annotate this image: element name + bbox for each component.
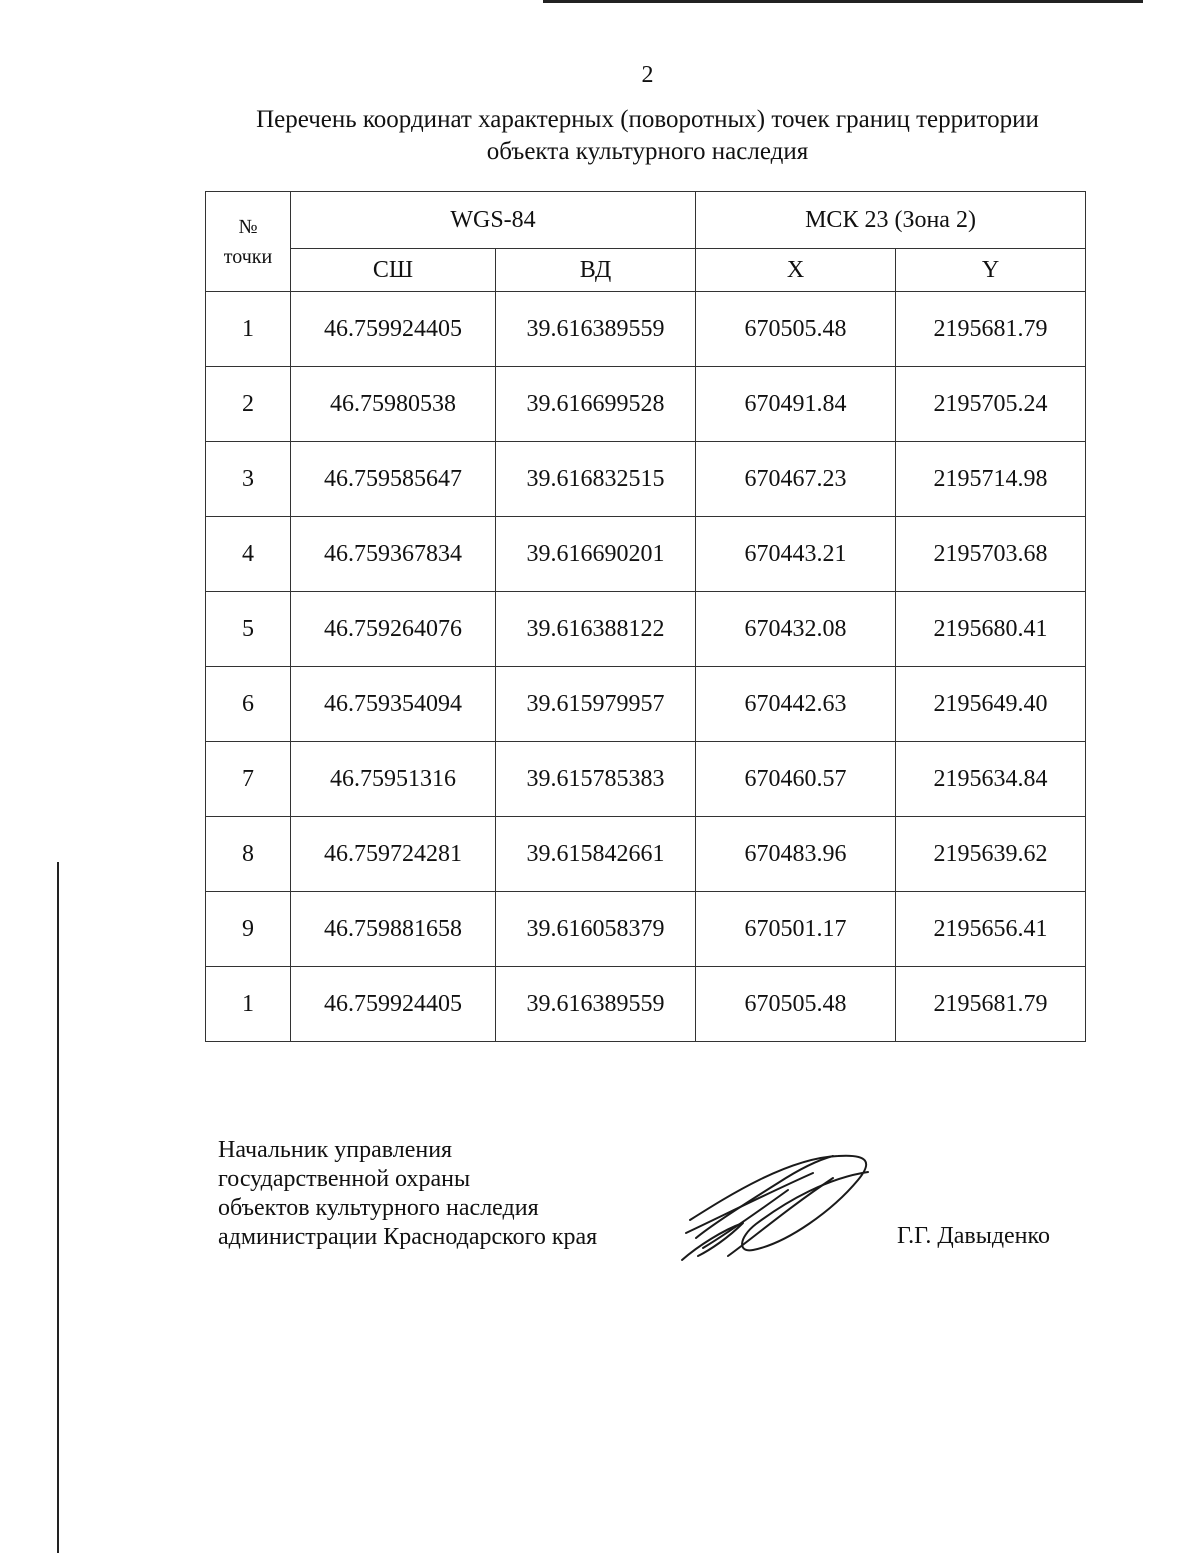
- header-y: Y: [896, 249, 1086, 292]
- position-line-3: объектов культурного наследия: [218, 1195, 539, 1221]
- table-row: [206, 292, 1086, 367]
- handwritten-signature: [668, 1138, 888, 1268]
- cell-longitude: 39.616699528: [496, 367, 696, 442]
- page-number: 2: [641, 62, 654, 88]
- cell-longitude: 39.616832515: [496, 442, 696, 517]
- header-point-line-1: №: [238, 215, 258, 238]
- cell-point-number: 3: [206, 442, 291, 517]
- title-line-2: объекта культурного наследия: [486, 138, 809, 165]
- cell-longitude: 39.616690201: [496, 517, 696, 592]
- cell-y: 2195681.79: [896, 967, 1086, 1042]
- cell-x: 670432.08: [696, 592, 896, 667]
- cell-x: 670443.21: [696, 517, 896, 592]
- cell-latitude: 46.75980538: [291, 367, 496, 442]
- title-line-1: Перечень координат характерных (поворотных) точек границ территории: [256, 106, 1039, 133]
- cell-latitude: 46.759881658: [291, 892, 496, 967]
- cell-longitude: 39.616389559: [496, 292, 696, 367]
- cell-point-number: 5: [206, 592, 291, 667]
- cell-point-number: 7: [206, 742, 291, 817]
- cell-x: 670483.96: [696, 817, 896, 892]
- cell-point-number: 2: [206, 367, 291, 442]
- cell-y: 2195649.40: [896, 667, 1086, 742]
- table-row: [206, 517, 1086, 592]
- signer-position: [218, 1136, 597, 1252]
- cell-y: 2195714.98: [896, 442, 1086, 517]
- cell-longitude: 39.616389559: [496, 967, 696, 1042]
- header-wgs84: WGS-84: [291, 192, 696, 249]
- signer-name: Г.Г. Давыденко: [897, 1223, 1050, 1249]
- cell-longitude: 39.616388122: [496, 592, 696, 667]
- table-row: [206, 742, 1086, 817]
- table-row: [206, 442, 1086, 517]
- cell-latitude: 46.75951316: [291, 742, 496, 817]
- header-point-number: [206, 192, 291, 292]
- table-row: [206, 667, 1086, 742]
- cell-y: 2195681.79: [896, 292, 1086, 367]
- cell-y: 2195656.41: [896, 892, 1086, 967]
- table-row: [206, 592, 1086, 667]
- top-rule: [543, 0, 1143, 3]
- cell-latitude: 46.759924405: [291, 967, 496, 1042]
- position-line-1: Начальник управления: [218, 1137, 453, 1163]
- table-row: [206, 967, 1086, 1042]
- margin-line: [57, 862, 59, 1553]
- cell-y: 2195703.68: [896, 517, 1086, 592]
- cell-point-number: 4: [206, 517, 291, 592]
- document-title: [160, 104, 1135, 168]
- cell-point-number: 9: [206, 892, 291, 967]
- cell-longitude: 39.616058379: [496, 892, 696, 967]
- cell-point-number: 1: [206, 967, 291, 1042]
- cell-x: 670491.84: [696, 367, 896, 442]
- cell-longitude: 39.615842661: [496, 817, 696, 892]
- cell-latitude: 46.759924405: [291, 292, 496, 367]
- cell-y: 2195639.62: [896, 817, 1086, 892]
- table-row: [206, 817, 1086, 892]
- cell-point-number: 1: [206, 292, 291, 367]
- cell-latitude: 46.759585647: [291, 442, 496, 517]
- cell-x: 670460.57: [696, 742, 896, 817]
- cell-x: 670505.48: [696, 967, 896, 1042]
- cell-x: 670442.63: [696, 667, 896, 742]
- header-x: X: [696, 249, 896, 292]
- cell-latitude: 46.759724281: [291, 817, 496, 892]
- header-point-line-2: точки: [223, 245, 273, 268]
- cell-longitude: 39.615785383: [496, 742, 696, 817]
- cell-y: 2195634.84: [896, 742, 1086, 817]
- coordinates-table: [205, 191, 1086, 1042]
- position-line-4: администрации Краснодарского края: [218, 1224, 598, 1250]
- header-msk23: МСК 23 (Зона 2): [696, 192, 1086, 249]
- cell-latitude: 46.759367834: [291, 517, 496, 592]
- cell-latitude: 46.759264076: [291, 592, 496, 667]
- cell-latitude: 46.759354094: [291, 667, 496, 742]
- cell-x: 670505.48: [696, 292, 896, 367]
- cell-x: 670501.17: [696, 892, 896, 967]
- header-longitude: ВД: [496, 249, 696, 292]
- cell-point-number: 8: [206, 817, 291, 892]
- header-latitude: СШ: [291, 249, 496, 292]
- cell-point-number: 6: [206, 667, 291, 742]
- cell-x: 670467.23: [696, 442, 896, 517]
- cell-longitude: 39.615979957: [496, 667, 696, 742]
- position-line-2: государственной охраны: [218, 1166, 471, 1192]
- cell-y: 2195705.24: [896, 367, 1086, 442]
- table-row: [206, 367, 1086, 442]
- table-row: [206, 892, 1086, 967]
- cell-y: 2195680.41: [896, 592, 1086, 667]
